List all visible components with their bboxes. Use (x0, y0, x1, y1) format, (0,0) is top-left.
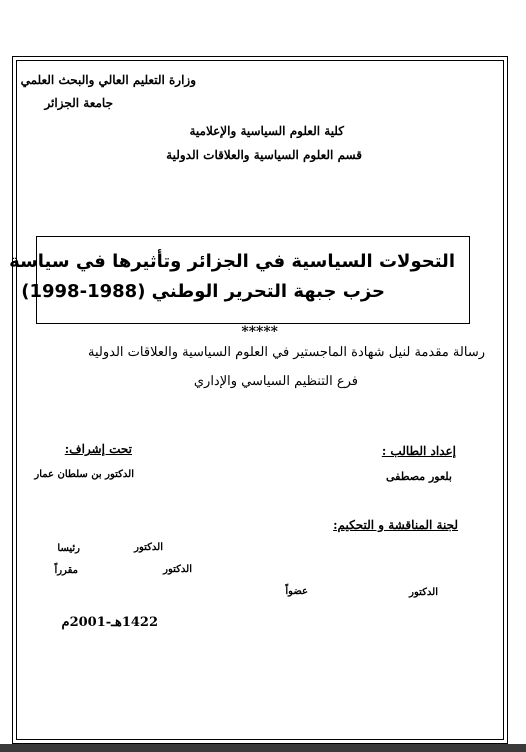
page-border-inner (16, 60, 504, 740)
department-name: قسم العلوم السياسية والعلاقات الدولية (166, 148, 362, 162)
university-name: جامعة الجزائر (44, 96, 113, 110)
bottom-band (0, 744, 526, 752)
ministry-name: وزارة التعليم العالي والبحث العلمي (20, 73, 196, 87)
separator-stars: ***** (241, 324, 278, 340)
committee-member-3-title: الدكتور (409, 587, 438, 598)
thesis-date: 1422هـ-2001م (61, 615, 158, 630)
committee-label: لجنة المناقشة و التحكيم: (333, 518, 458, 532)
thesis-branch: فرع التنظيم السياسي والإداري (193, 374, 358, 389)
committee-member-2-title: الدكتور (163, 564, 192, 575)
student-name: بلعور مصطفى (385, 470, 452, 483)
thesis-title-box (9, 236, 470, 324)
supervisor-label: تحت إشراف: (64, 442, 132, 456)
committee-member-3-role: عضواً (285, 586, 308, 597)
supervisor-name: الدكتور بن سلطان عمار (34, 469, 134, 480)
thesis-title-line-2: حزب جبهة التحرير الوطني (1988-1998) (21, 281, 385, 302)
committee-member-2-role: مقرراً (54, 565, 78, 576)
thesis-description: رسالة مقدمة لنيل شهادة الماجستير في العلوم السياسية والعلاقات الدولية (88, 345, 485, 360)
committee-member-1-role: رئيسا (57, 543, 80, 554)
thesis-title-line-1: التحولات السياسية في الجزائر وتأثيرها في سياسة (9, 251, 455, 272)
student-label: إعداد الطالب : (381, 444, 456, 458)
faculty-name: كلية العلوم السياسية والإعلامية (189, 124, 344, 138)
committee-member-1-title: الدكتور (134, 542, 163, 553)
